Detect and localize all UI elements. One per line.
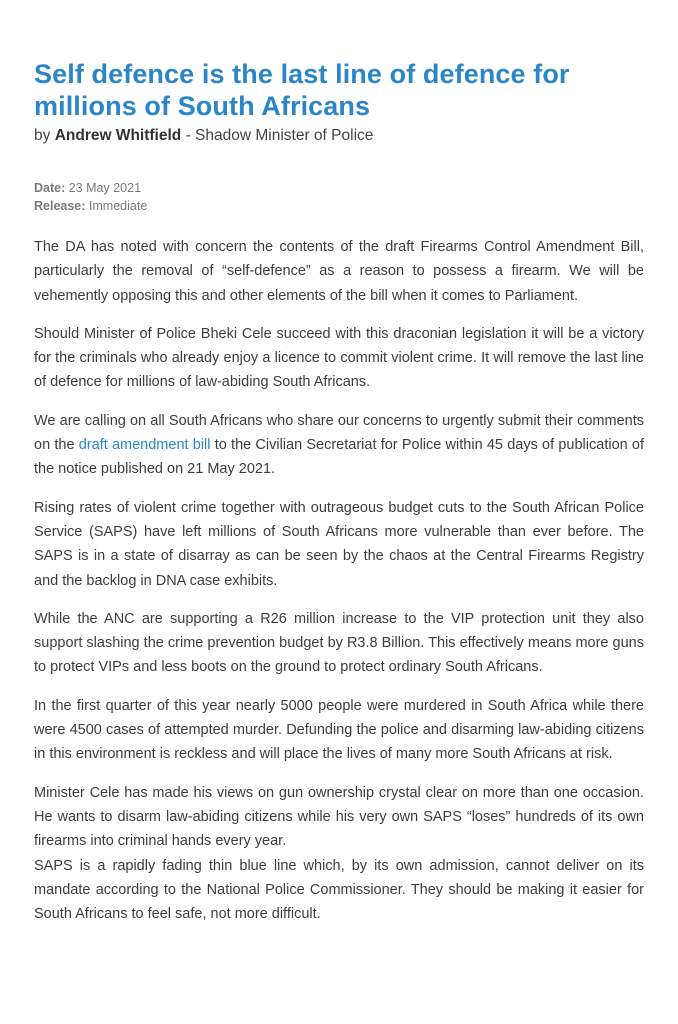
article-meta — [34, 179, 644, 215]
paragraph-2: Should Minister of Police Bheki Cele succeed with this draconian legislation it will be a victory for the criminals who already enjoy a licence to commit violent crime. It will remove the last line of defence for millions of law-abiding South Africans. — [34, 325, 644, 391]
date-label: Date: — [34, 181, 66, 195]
author-role: - Shadow Minister of Police — [185, 127, 374, 144]
byline-prefix: by — [34, 127, 51, 144]
paragraph-8: SAPS is a rapidly fading thin blue line which, by its own admission, cannot deliver on its mandate according to the National Police Commissioner. They should be making it easier for South Africans to feel safe, not more difficult. — [34, 857, 644, 923]
paragraph-5: While the ANC are supporting a R26 million increase to the VIP protection unit they also support slashing the crime prevention budget by R3.8 Billion. This effectively means more guns to protect VIPs and less boots on the ground to protect ordinary South Africans. — [34, 610, 644, 676]
paragraph-6: In the first quarter of this year nearly 5000 people were murdered in South Africa while there were 4500 cases of attempted murder. Defunding the police and disarming law-abiding citizens in this environment is reckless and will place the lives of many more South Africans at risk. — [34, 697, 644, 763]
paragraph-3-text-start: We are calling on all South Africans who share our concerns to urgently submit their comments on the — [34, 412, 644, 454]
date-value: 23 May 2021 — [68, 181, 142, 195]
paragraph-3-text-end: to the Civilian Secretariat for Police within 45 days of publication of the notice published on 21 May 2021. — [34, 437, 645, 478]
paragraph-7: Minister Cele has made his views on gun ownership crystal clear on more than one occasion. He wants to disarm law-abiding citizens while his very own SAPS “loses” hundreds of its own firearms into criminal hands every year. — [34, 784, 644, 850]
paragraph-1: The DA has noted with concern the contents of the draft Firearms Control Amendment Bill, particularly the removal of “self-defence” as a reason to possess a firearm. We will be vehemently opposing this and other elements of the bill when it comes to Parliament. — [34, 239, 644, 304]
paragraph-4: Rising rates of violent crime together with outrageous budget cuts to the South African Police Service (SAPS) have left millions of South Africans more vulnerable than ever before. The SAPS is in a state of disarray as can be seen by the chaos at the Central Firearms Registry and the backlog in DNA case exhibits. — [34, 499, 644, 589]
article-title: Self defence is the last line of defence for millions of South Africans — [34, 59, 570, 121]
paragraph-3 — [34, 409, 644, 482]
article-body — [34, 235, 644, 926]
author-name: Andrew Whitfield — [54, 127, 182, 144]
release-label: Release: — [34, 199, 86, 213]
release-value: Immediate — [88, 199, 148, 213]
release-line — [34, 197, 644, 215]
date-line — [34, 179, 644, 197]
byline — [34, 126, 644, 146]
draft-amendment-bill-link[interactable]: draft amendment bill — [78, 437, 211, 454]
